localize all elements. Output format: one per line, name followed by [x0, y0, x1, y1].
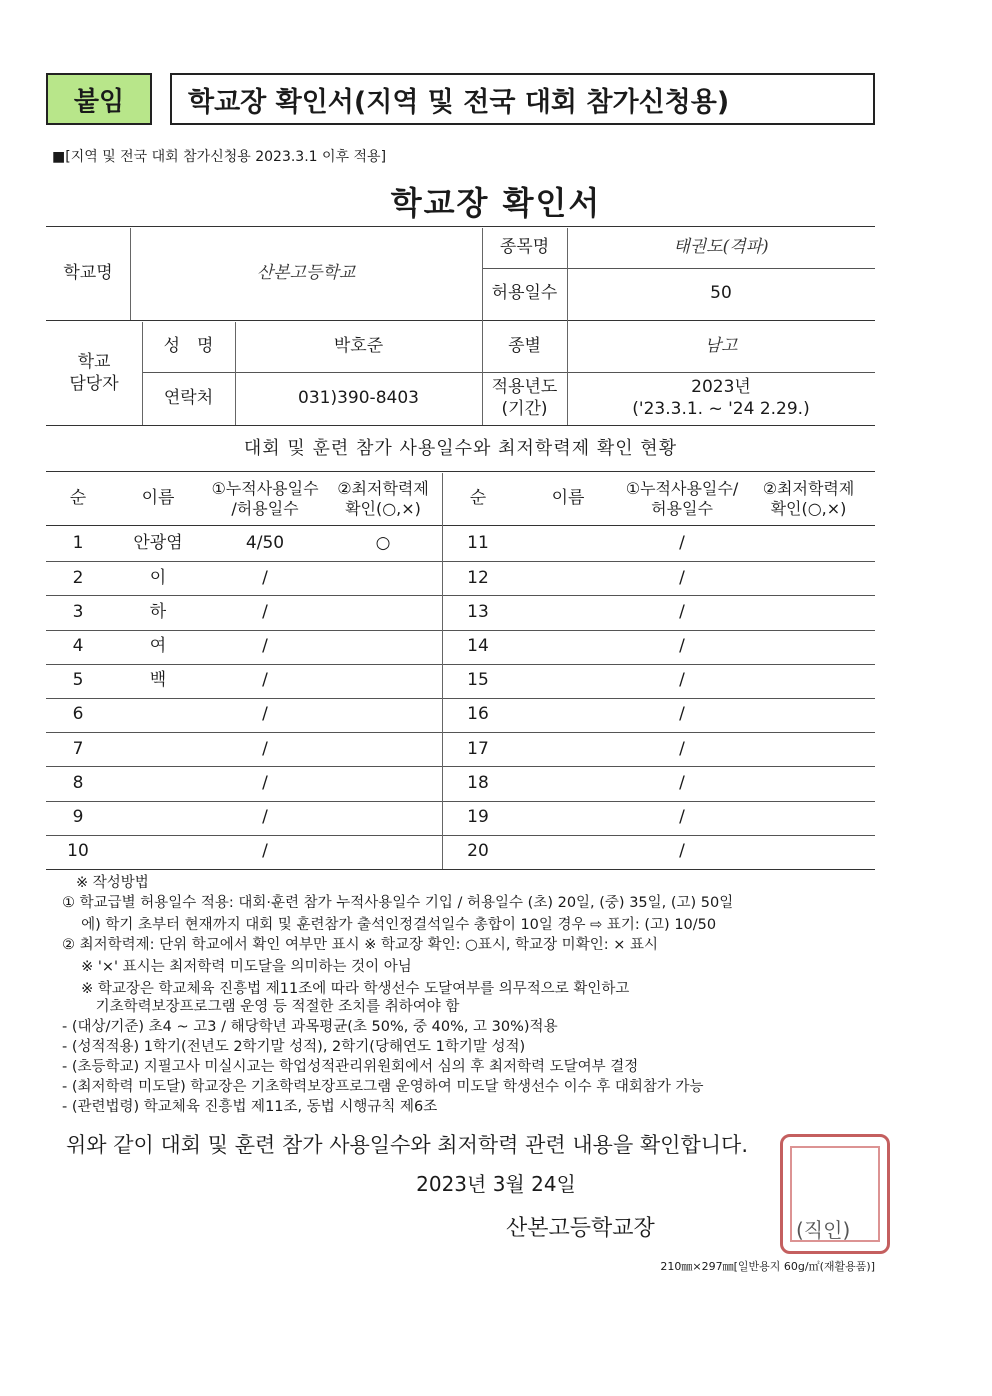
table-cell-check-r	[742, 527, 875, 561]
note-line: - (초등학교) 지필고사 미실시교는 학업성적관리위원회에서 심의 후 최저학력 도달여부 결정	[62, 1059, 639, 1075]
note-line: - (관련법령) 학교체육 진흥법 제11조, 동법 시행규칙 제6조	[62, 1099, 438, 1115]
table-cell-check-r	[742, 766, 875, 800]
contact-label: 연락처	[163, 387, 214, 408]
table-cell-name	[110, 732, 206, 766]
table-cell-check	[324, 630, 442, 664]
allowed-days-label: 허용일수	[491, 283, 558, 304]
table-cell-name-r	[514, 527, 622, 561]
manager-name-value: 박호준	[333, 336, 384, 357]
table-cell-no-r: 11	[467, 533, 489, 554]
table-cell-no: 7	[72, 738, 84, 759]
table-cell-name	[110, 835, 206, 869]
table-cell-check-r	[742, 664, 875, 698]
note-line: 에) 학기 초부터 현재까지 대회 및 훈련참가 출석인정결석일수 총합이 10일 경우 ⇨ 표기: (고) 10/50	[62, 917, 717, 933]
table-cell-check-r	[742, 835, 875, 869]
table-cell-days: /	[262, 841, 268, 862]
table-cell-check	[324, 595, 442, 629]
table-cell-days: /	[262, 704, 268, 725]
table-cell-check-r	[742, 630, 875, 664]
th-min-r-line2: 확인(○,×)	[770, 499, 847, 518]
table-cell-check	[324, 561, 442, 595]
principal-signature: 산본고등학교장	[506, 1216, 655, 1241]
school-name-value: 산본고등학교	[256, 263, 356, 284]
table-cell-name-r	[514, 766, 622, 800]
table-cell-name-r	[514, 595, 622, 629]
table-cell-check-r	[742, 801, 875, 835]
year-value	[567, 372, 875, 425]
table-cell-no: 1	[72, 533, 84, 554]
table-cell-check	[324, 835, 442, 869]
info-bottom-border	[46, 425, 875, 426]
th-days-r-line1: ①누적사용일수/	[625, 479, 739, 498]
year-label	[482, 372, 567, 425]
th-min-r-line1: ②최저학력제	[762, 479, 855, 498]
table-cell-check	[324, 664, 442, 698]
table-cell-check-r	[742, 595, 875, 629]
info-section-divider	[46, 320, 875, 321]
th-name: 이름	[141, 488, 175, 509]
year-value-line1: 2023년	[691, 377, 751, 398]
note-line: - (대상/기준) 초4 ~ 고3 / 해당학년 과목평균(초 50%, 중 40%, 고 30%)적용	[62, 1019, 558, 1035]
table-cell-days-r: /	[679, 601, 685, 622]
seal-label: (직인)	[796, 1218, 851, 1242]
table-cell-days: /	[262, 738, 268, 759]
table-cell-days-r: /	[679, 567, 685, 588]
table-cell-check-r	[742, 732, 875, 766]
table-cell-days-r: /	[679, 772, 685, 793]
table-cell-check	[324, 801, 442, 835]
table-cell-days-r: /	[679, 670, 685, 691]
table-cell-name: 하	[149, 601, 167, 622]
table-cell-name: 안광염	[133, 533, 183, 554]
table-cell-no: 6	[72, 704, 84, 725]
th-no: 순	[69, 488, 87, 509]
table-cell-name-r	[514, 732, 622, 766]
th-days-right	[622, 473, 742, 525]
allowed-days-value: 50	[710, 283, 732, 304]
table-cell-no: 9	[72, 807, 84, 828]
section-title: 대회 및 훈련 참가 사용일수와 최저학력제 확인 현황	[243, 437, 678, 459]
table-cell-name	[110, 698, 206, 732]
info-top-border	[46, 226, 875, 227]
table-cell-days: 4/50	[245, 533, 285, 554]
note-line: - (성적적용) 1학기(전년도 2학기말 성적), 2학기(당해연도 1학기말 성적)	[62, 1039, 526, 1055]
table-cell-no-r: 20	[467, 841, 489, 862]
table-cell-no: 4	[72, 636, 84, 657]
gender-label: 종별	[508, 336, 541, 357]
event-label: 종목명	[499, 237, 550, 258]
table-cell-name: 여	[149, 636, 167, 657]
name-label: 성 명	[163, 336, 214, 357]
contact-value: 031)390-8403	[298, 387, 419, 408]
th-days-r-line2: 허용일수	[651, 499, 713, 518]
table-cell-name: 이	[149, 567, 167, 588]
note-line: 기초학력보장프로그램 운영 등 적절한 조치를 취하여야 함	[62, 999, 460, 1015]
table-cell-name-r	[514, 630, 622, 664]
table-header-border	[46, 525, 875, 526]
table-cell-days: /	[262, 567, 268, 588]
table-cell-days-r: /	[679, 704, 685, 725]
th-min-academic	[324, 473, 442, 525]
table-cell-no-r: 13	[467, 601, 489, 622]
table-cell-no-r: 19	[467, 807, 489, 828]
note-line: - (최저학력 미도달) 학교장은 기초학력보장프로그램 운영하여 미도달 학생선수 이수 후 대회참가 가능	[62, 1079, 704, 1095]
table-cell-no: 8	[72, 772, 84, 793]
manager-label-line2: 담당자	[69, 373, 119, 394]
table-cell-name-r	[514, 835, 622, 869]
table-cell-no-r: 12	[467, 567, 489, 588]
table-cell-name-r	[514, 698, 622, 732]
table-cell-days-r: /	[679, 738, 685, 759]
table-cell-no: 3	[72, 601, 84, 622]
event-value: 태권도(격파)	[673, 237, 769, 258]
gender-value: 남고	[704, 336, 738, 357]
table-bottom-border	[46, 869, 875, 870]
table-top-border	[46, 471, 875, 472]
table-cell-name: 백	[149, 670, 167, 691]
table-cell-days-r: /	[679, 807, 685, 828]
table-cell-no-r: 16	[467, 704, 489, 725]
th-days	[206, 473, 324, 525]
table-cell-no: 5	[72, 670, 84, 691]
sub-note: ■[지역 및 전국 대회 참가신청용 2023.3.1 이후 적용]	[52, 149, 387, 165]
table-cell-check	[324, 698, 442, 732]
paper-spec-note: 210㎜×297㎜[일반용지 60g/㎡(재활용품)]	[660, 1260, 875, 1273]
table-cell-name	[110, 801, 206, 835]
manager-label-line1: 학교	[77, 352, 111, 373]
table-cell-check-r	[742, 698, 875, 732]
table-cell-days: /	[262, 601, 268, 622]
table-cell-check-r	[742, 561, 875, 595]
th-min-academic-right	[742, 473, 875, 525]
table-cell-no-r: 15	[467, 670, 489, 691]
year-label-line2: (기간)	[501, 398, 548, 419]
table-cell-check	[324, 766, 442, 800]
table-cell-days: /	[262, 772, 268, 793]
table-cell-days: /	[262, 807, 268, 828]
table-cell-no: 2	[72, 567, 84, 588]
table-cell-name-r	[514, 664, 622, 698]
note-line: ※ '×' 표시는 최저학력 미도달을 의미하는 것이 아님	[62, 959, 412, 975]
table-cell-no: 10	[67, 841, 89, 862]
attachment-badge: 붙임	[46, 73, 152, 125]
table-cell-no-r: 18	[467, 772, 489, 793]
table-cell-name-r	[514, 801, 622, 835]
th-min-line2: 확인(○,×)	[345, 499, 421, 518]
table-cell-name	[110, 766, 206, 800]
table-cell-check	[324, 732, 442, 766]
manager-label	[46, 322, 142, 425]
year-value-line2: ('23.3.1. ~ '24 2.29.)	[632, 398, 810, 419]
table-cell-days-r: /	[679, 533, 685, 554]
th-min-line1: ②최저학력제	[337, 479, 429, 498]
th-days-line2: /허용일수	[231, 499, 299, 518]
th-no-right: 순	[469, 488, 487, 509]
header-title: 학교장 확인서(지역 및 전국 대회 참가신청용)	[170, 73, 875, 125]
confirmation-date: 2023년 3월 24일	[416, 1172, 576, 1196]
th-days-line1: ①누적사용일수	[211, 479, 319, 498]
table-cell-name-r	[514, 561, 622, 595]
table-cell-days-r: /	[679, 841, 685, 862]
note-line: ② 최저학력제: 단위 학교에서 확인 여부만 표시 ※ 학교장 확인: ○표시, 학교장 미확인: × 표시	[62, 937, 658, 953]
table-cell-check: ○	[375, 533, 391, 554]
school-name-label: 학교명	[63, 263, 113, 284]
table-cell-days: /	[262, 670, 268, 691]
table-cell-no-r: 14	[467, 636, 489, 657]
note-line: ① 학교급별 허용일수 적용: 대회·훈련 참가 누적사용일수 기입 / 허용일수 (초) 20일, (중) 35일, (고) 50일	[62, 895, 734, 911]
table-center-divider	[442, 473, 443, 869]
confirmation-statement: 위와 같이 대회 및 훈련 참가 사용일수와 최저학력 관련 내용을 확인합니다.	[66, 1133, 749, 1157]
document-title: 학교장 확인서	[390, 184, 602, 222]
note-line: ※ 작성방법	[76, 875, 149, 891]
year-label-line1: 적용년도	[491, 377, 558, 398]
th-name-right: 이름	[551, 488, 585, 509]
note-line: ※ 학교장은 학교체육 진흥법 제11조에 따라 학생선수 도달여부를 의무적으로 확인하고	[62, 981, 630, 997]
table-cell-days-r: /	[679, 636, 685, 657]
table-cell-no-r: 17	[467, 738, 489, 759]
table-cell-days: /	[262, 636, 268, 657]
